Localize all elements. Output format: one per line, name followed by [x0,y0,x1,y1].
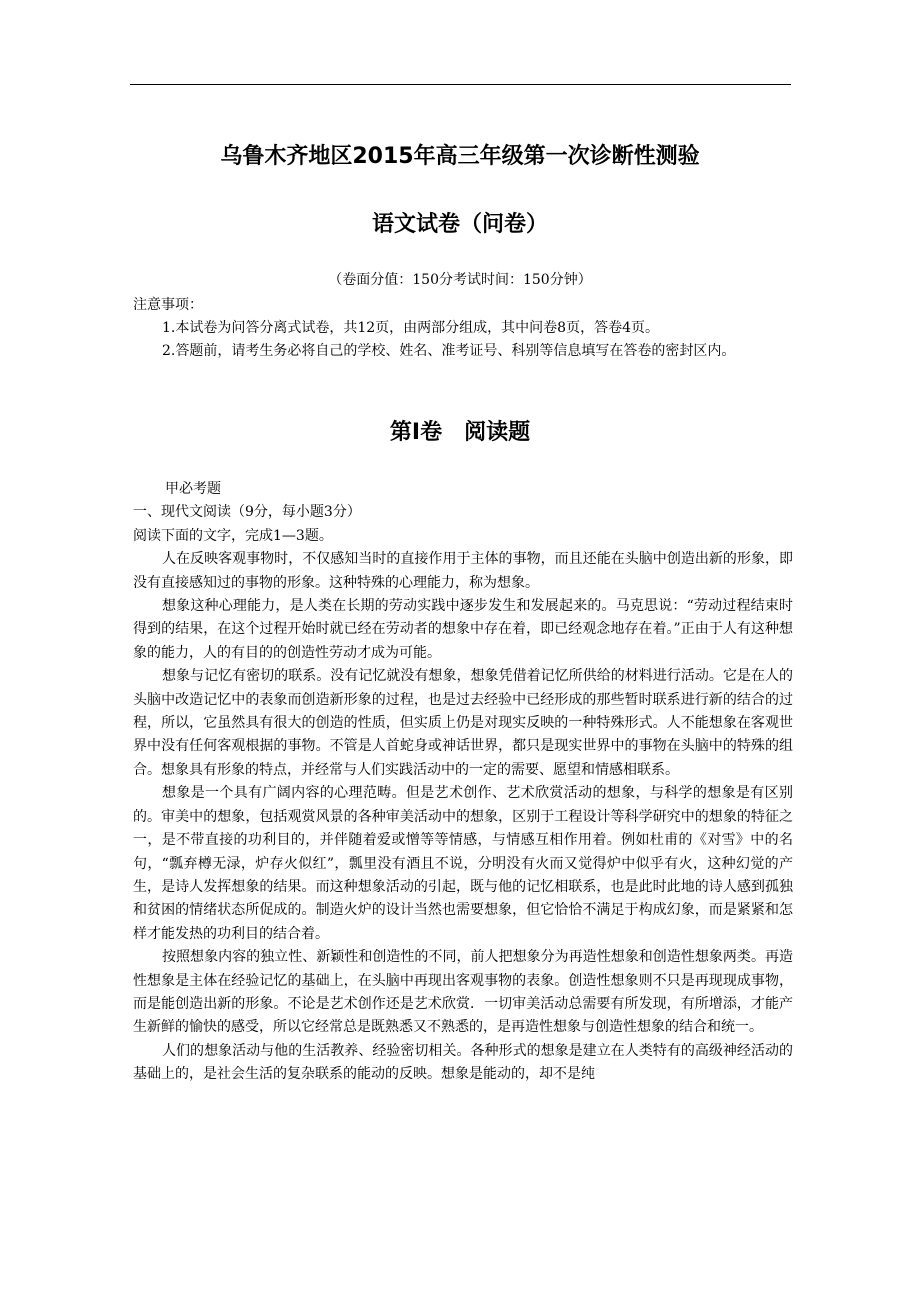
notes-heading: 注意事项： [133,297,203,313]
header-rule [130,84,791,85]
passage-paragraph: 人们的想象活动与他的生活教养、经验密切相关。各种形式的想象是建立在人类特有的高级神经活动的基础上的，是社会生活的复杂联系的能动的反映。想象是能动的，却不是纯 [133,1042,793,1083]
note-item: 2.答题前，请考生务必将自己的学校、姓名、准考证号、科别等信息填写在答卷的密封区内。 [162,343,736,359]
notes-block [133,294,793,363]
part-label: 甲必考题 [165,481,221,497]
passage-paragraph: 想象是一个具有广阔内容的心理范畴。但是艺术创作、艺术欣赏活动的想象，与科学的想象是有区别的。审美中的想象，包括观赏风景的各种审美活动中的想象，区别于工程设计等科学研究中的想象的特征之一，是不带直接的功利目的，并伴随着爱或憎等等情感，与情感互相作用着。例如杜甫的《对雪》中的名句，“瓢弃樽无渌，炉存火似红”，瓢里没有酒且不说，分明没有火而又觉得炉中似乎有火，这种幻觉的产生，是诗人发挥想象的结果。而这种想象活动的引起，既与他的记忆相联系，也是此时此地的诗人感到孤独和贫困的情绪状态所促成的。制造火炉的设计当然也需要想象，但它恰恰不满足于构成幻象，而是紧紧和怎样才能发热的功利目的结合着。 [133,785,793,942]
instruction-line: 阅读下面的文字，完成1—3题。 [133,527,333,544]
section-title: 第I卷 阅读题 [389,420,531,445]
score-time-line: （卷面分值：150分考试时间：150分钟） [328,272,592,288]
reading-body [133,478,793,1087]
question-heading: 一、现代文阅读（9分，每小题3分） [133,504,361,521]
passage-paragraph: 按照想象内容的独立性、新颖性和创造性的不同，前人把想象分为再造性想象和创造性想象两类。再造性想象是主体在经验记忆的基础上，在头脑中再现出客观事物的表象。创造性想象则不只是再现现成事物，而是能创造出新的形象。不论是艺术创作还是艺术欣赏．一切审美活动总需要有所发现，有所增添，才能产生新鲜的愉快的感受，所以它经常总是既熟悉又不熟悉的，是再造性想象与创造性想象的结合和统一。 [133,949,793,1036]
note-item: 1.本试卷为问答分离式试卷，共12页，由两部分组成，其中问卷8页，答卷4页。 [162,320,659,336]
exam-title: 乌鲁木齐地区2015年高三年级第一次诊断性测验 [220,144,700,169]
passage-paragraph: 想象与记忆有密切的联系。没有记忆就没有想象，想象凭借着记忆所供给的材料进行活动。它是在人的头脑中改造记忆中的表象而创造新形象的过程，也是过去经验中已经形成的那些暂时联系进行新的结合的过程，所以，它虽然具有很大的创造的性质，但实质上仍是对现实反映的一种特殊形式。人不能想象在客观世界中没有任何客观根据的事物。不管是人首蛇身或神话世界，都只是现实世界中的事物在头脑中的特殊的组合。想象具有形象的特点，并经常与人们实践活动中的一定的需要、愿望和情感相联系。 [133,668,793,778]
passage-paragraph: 想象这种心理能力，是人类在长期的劳动实践中逐步发生和发展起来的。马克思说：“劳动过程结束时得到的结果，在这个过程开始时就已经在劳动者的想象中存在着，即已经观念地存在着。”正由于人有这种想象的能力，人的有目的的创造性劳动才成为可能。 [133,598,793,661]
exam-subtitle: 语文试卷（问卷） [371,212,548,237]
passage-paragraph: 人在反映客观事物时，不仅感知当时的直接作用于主体的事物，而且还能在头脑中创造出新的形象，即没有直接感知过的事物的形象。这种特殊的心理能力，称为想象。 [133,551,793,591]
